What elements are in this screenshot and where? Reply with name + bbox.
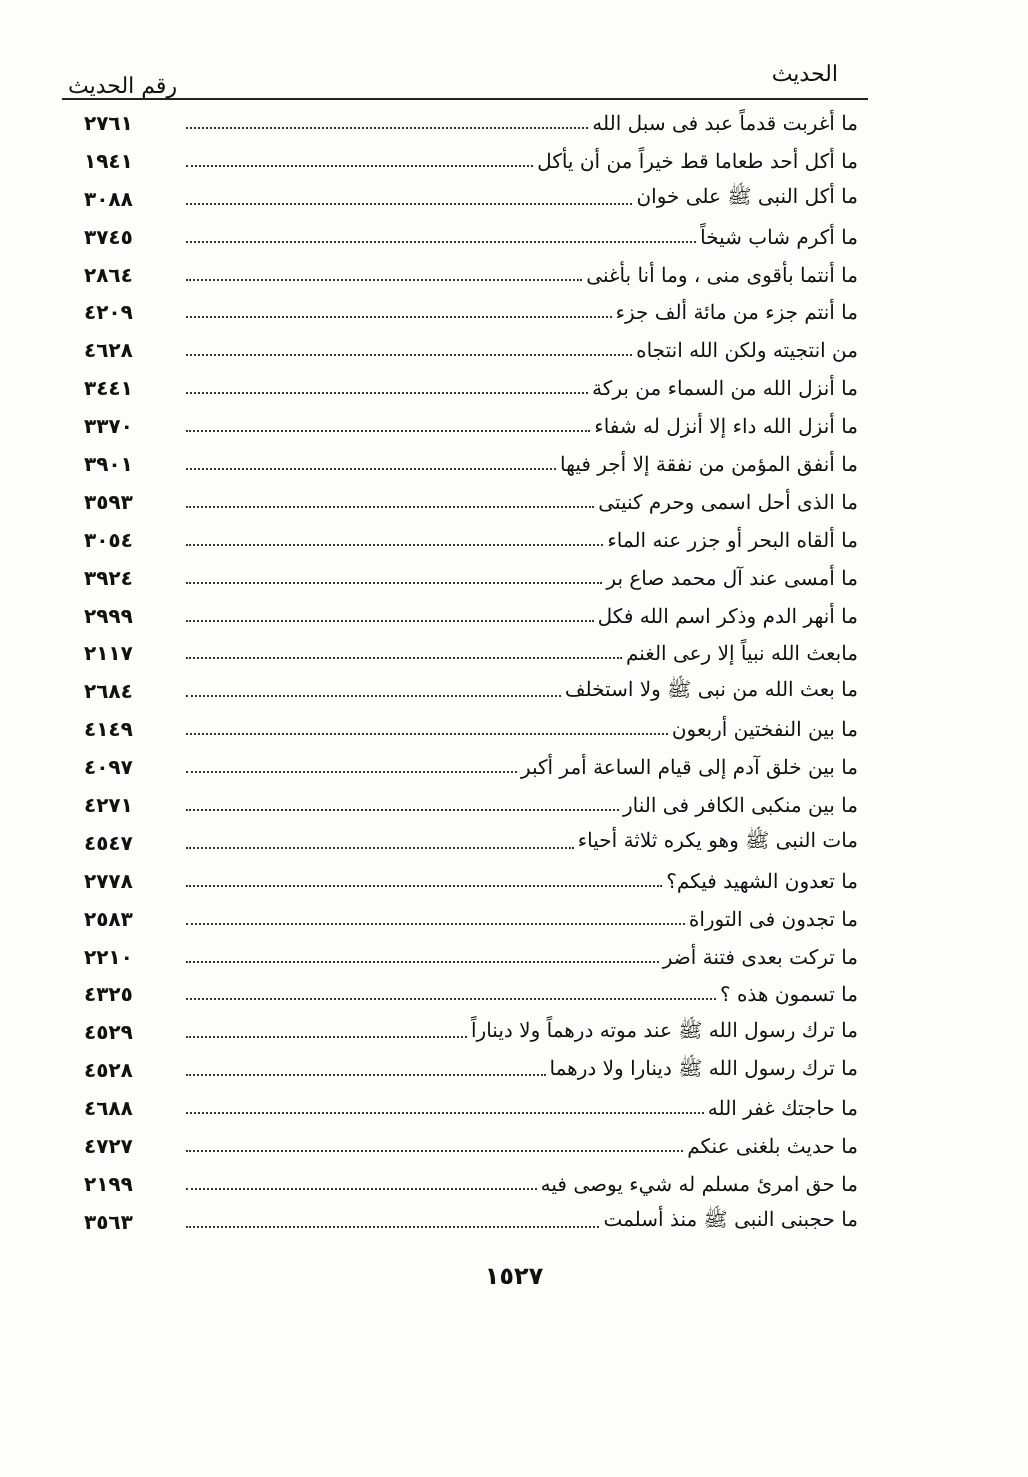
- hadith-number: ٤٦٨٨: [84, 1096, 133, 1121]
- hadith-number: ٤٥٤٧: [84, 830, 133, 855]
- hadith-index-list: [62, 104, 868, 1241]
- list-item: [62, 862, 868, 900]
- hadith-number: ٣٤٤١: [84, 376, 133, 401]
- dot-leader: [186, 1188, 537, 1190]
- dot-leader: [186, 582, 602, 584]
- hadith-text: ما أنتما بأقوى منى ، وما أنا بأغنى: [586, 262, 858, 287]
- list-item: [62, 369, 868, 407]
- list-item: [62, 483, 868, 521]
- hadith-text: ما بين منكبى الكافر فى النار: [623, 792, 858, 817]
- hadith-number: ٣٠٨٨: [84, 186, 133, 211]
- dot-leader: [186, 961, 659, 963]
- list-item: [62, 104, 868, 142]
- hadith-text: ما بين النفختين أربعون: [671, 717, 858, 742]
- dot-leader: [186, 165, 533, 167]
- hadith-number: ٤١٤٩: [84, 717, 133, 742]
- table-header: [62, 56, 868, 99]
- hadith-number: ٤٢٧١: [84, 792, 133, 817]
- header-rule: [62, 98, 868, 100]
- dot-leader: [186, 354, 632, 356]
- hadith-text: مابعث الله نبياً إلا رعى الغنم: [625, 641, 858, 666]
- dot-leader: [186, 127, 588, 129]
- list-item: [62, 1127, 868, 1165]
- hadith-text: ما أنهر الدم وذكر اسم الله فكل: [597, 603, 858, 628]
- hadith-text: ما الذى أحل اسمى وحرم كنيتى: [598, 489, 858, 514]
- hadith-text: ما أنزل الله من السماء من بركة: [592, 376, 858, 401]
- dot-leader: [186, 847, 574, 849]
- dot-leader: [186, 468, 556, 470]
- list-item: [62, 445, 868, 483]
- hadith-text: ما بين خلق آدم إلى قيام الساعة أمر أكبر: [520, 755, 858, 780]
- dot-leader: [186, 733, 668, 735]
- dot-leader: [186, 1112, 704, 1114]
- hadith-number: ٣٥٦٣: [84, 1209, 133, 1234]
- list-item: [62, 1013, 868, 1051]
- hadith-text: ما ألقاه البحر أو جزر عنه الماء: [607, 527, 858, 552]
- hadith-text: ما أنفق المؤمن من نفقة إلا أجر فيها: [560, 451, 858, 476]
- hadith-number: ٢٦٨٤: [84, 679, 133, 704]
- hadith-text: ما أكل أحد طعاما قط خيراً من أن يأكل: [537, 148, 858, 173]
- dot-leader: [186, 392, 588, 394]
- list-item: [62, 672, 868, 710]
- dot-leader: [186, 1226, 599, 1228]
- hadith-number: ٢٩٩٩: [84, 603, 133, 628]
- list-item: [62, 786, 868, 824]
- hadith-number: ٤٧٢٧: [84, 1133, 133, 1158]
- hadith-number: ٤٥٢٩: [84, 1020, 133, 1045]
- hadith-text: ما حق امرئ مسلم له شيء يوصى فيه: [540, 1171, 858, 1196]
- list-item: [62, 900, 868, 938]
- list-item: [62, 218, 868, 256]
- hadith-column-heading: الحديث: [771, 62, 838, 87]
- dot-leader: [186, 1150, 683, 1152]
- dot-leader: [186, 885, 662, 887]
- list-item: [62, 1089, 868, 1127]
- list-item: [62, 634, 868, 672]
- dot-leader: [186, 923, 685, 925]
- dot-leader: [186, 657, 622, 659]
- dot-leader: [186, 544, 603, 546]
- hadith-number: ٢١١٧: [84, 641, 133, 666]
- hadith-number: ٢٧٦١: [84, 110, 133, 135]
- list-item: [62, 407, 868, 445]
- list-item: [62, 180, 868, 218]
- dot-leader: [186, 695, 561, 697]
- hadith-number: ٤٥٢٨: [84, 1058, 133, 1083]
- hadith-number: ٣٥٩٣: [84, 489, 133, 514]
- hadith-text: ما ترك رسول الله ﷺ دينارا ولا درهما: [549, 1055, 858, 1080]
- hadith-number: ٢٨٦٤: [84, 262, 133, 287]
- page-number: ١٥٢٧: [484, 1262, 544, 1290]
- hadith-text: ما حجبنى النبى ﷺ منذ أسلمت: [603, 1207, 858, 1232]
- hadith-number: ٤٣٢٥: [84, 982, 133, 1007]
- hadith-number: ٣٩٢٤: [84, 565, 133, 590]
- list-item: [62, 1165, 868, 1203]
- dot-leader: [186, 241, 696, 243]
- dot-leader: [186, 203, 632, 205]
- hadith-text: ما حاجتك غفر الله: [707, 1096, 858, 1121]
- list-item: [62, 142, 868, 180]
- hadith-text: ما ترك رسول الله ﷺ عند موته درهماً ولا ديناراً: [471, 1017, 858, 1042]
- hadith-text: ما أمسى عند آل محمد صاع بر: [606, 565, 858, 590]
- dot-leader: [186, 809, 619, 811]
- hadith-number: ٢٢١٠: [84, 944, 133, 969]
- hadith-number: ٤٠٩٧: [84, 755, 133, 780]
- list-item: [62, 1051, 868, 1089]
- hadith-text: ما تركت بعدى فتنة أضر: [662, 944, 858, 969]
- number-column-heading: رقم الحديث: [68, 74, 178, 99]
- hadith-number: ٣٣٧٠: [84, 414, 133, 439]
- hadith-text: ما تجدون فى التوراة: [688, 906, 858, 931]
- list-item: [62, 1203, 868, 1241]
- hadith-number: ٣٧٤٥: [84, 224, 133, 249]
- dot-leader: [186, 279, 582, 281]
- hadith-text: ما بعث الله من نبى ﷺ ولا استخلف: [564, 676, 858, 701]
- list-item: [62, 597, 868, 635]
- hadith-number: ٤٦٢٨: [84, 338, 133, 363]
- list-item: [62, 824, 868, 862]
- hadith-text: ما تسمون هذه ؟: [719, 982, 858, 1007]
- hadith-text: ما حديث بلغنى عنكم: [687, 1133, 858, 1158]
- dot-leader: [186, 506, 594, 508]
- hadith-text: ما أنتم جزء من مائة ألف جزء: [615, 300, 858, 325]
- list-item: [62, 938, 868, 976]
- hadith-text: ما أغربت قدماً عبد فى سبل الله: [592, 110, 858, 135]
- dot-leader: [186, 430, 590, 432]
- hadith-text: ما أنزل الله داء إلا أنزل له شفاء: [594, 414, 858, 439]
- hadith-text: مات النبى ﷺ وهو يكره ثلاثة أحياء: [577, 828, 858, 853]
- hadith-number: ٣٠٥٤: [84, 527, 133, 552]
- list-item: [62, 331, 868, 369]
- list-item: [62, 256, 868, 294]
- list-item: [62, 975, 868, 1013]
- hadith-number: ٣٩٠١: [84, 451, 133, 476]
- list-item: [62, 710, 868, 748]
- dot-leader: [186, 1074, 546, 1076]
- dot-leader: [186, 316, 612, 318]
- list-item: [62, 293, 868, 331]
- hadith-number: ٤٢٠٩: [84, 300, 133, 325]
- hadith-number: ٢٧٧٨: [84, 868, 133, 893]
- hadith-number: ٢٥٨٣: [84, 906, 133, 931]
- hadith-text: ما أكل النبى ﷺ على خوان: [636, 184, 858, 209]
- dot-leader: [186, 998, 716, 1000]
- list-item: [62, 748, 868, 786]
- hadith-text: ما أكرم شاب شيخاً: [700, 224, 858, 249]
- dot-leader: [186, 1036, 467, 1038]
- dot-leader: [186, 771, 517, 773]
- index-page: [62, 56, 868, 1241]
- hadith-text: من انتجيته ولكن الله انتجاه: [636, 338, 858, 363]
- list-item: [62, 559, 868, 597]
- hadith-text: ما تعدون الشهيد فيكم؟: [666, 868, 858, 893]
- dot-leader: [186, 620, 594, 622]
- list-item: [62, 521, 868, 559]
- hadith-number: ١٩٤١: [84, 148, 133, 173]
- hadith-number: ٢١٩٩: [84, 1171, 133, 1196]
